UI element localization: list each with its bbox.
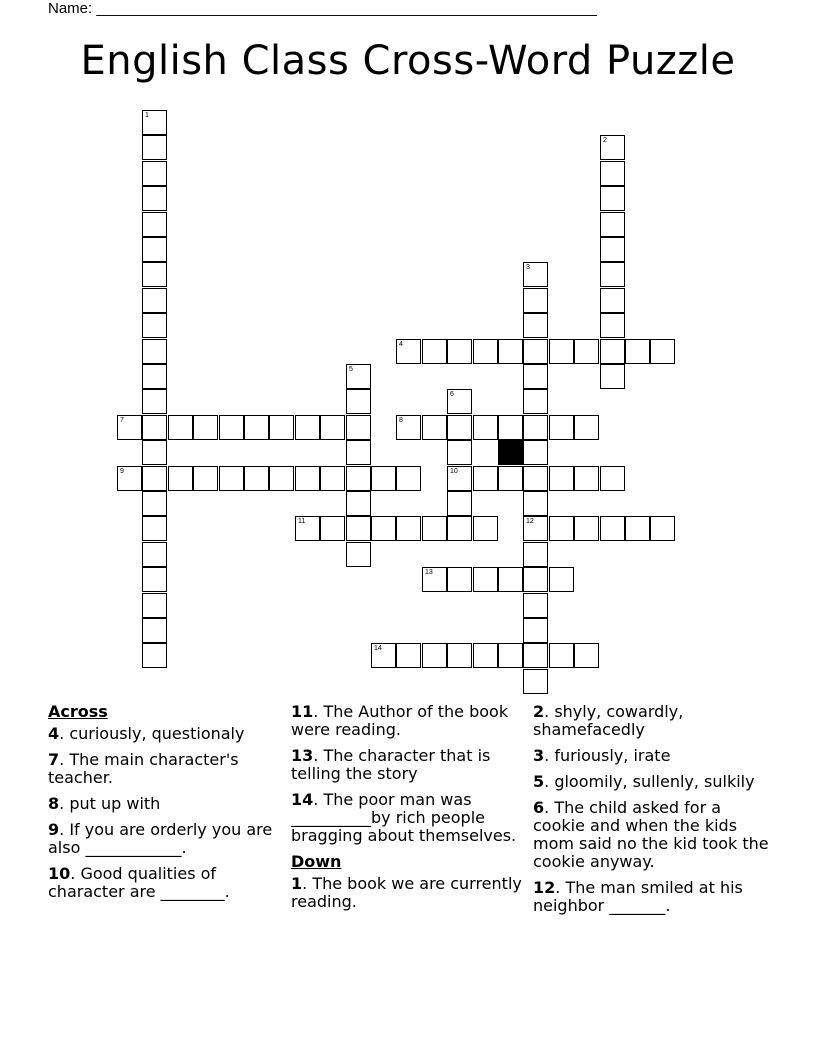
grid-cell[interactable] (447, 440, 472, 465)
grid-cell[interactable] (346, 491, 371, 516)
grid-cell[interactable] (600, 186, 625, 211)
clue-text: furiously, irate (554, 746, 671, 765)
grid-cell[interactable] (346, 415, 371, 440)
grid-cell[interactable] (600, 339, 625, 364)
grid-cell[interactable] (422, 339, 447, 364)
clues-column-1 (48, 703, 283, 909)
grid-cell[interactable] (447, 415, 472, 440)
grid-cell[interactable] (447, 466, 472, 491)
clue-text: The man smiled at his neighbor _______. (533, 878, 743, 915)
clue-text: The main character's teacher. (48, 750, 239, 787)
clue-number: 14 (291, 790, 314, 809)
grid-cell[interactable] (295, 466, 320, 491)
grid-cell[interactable] (371, 466, 396, 491)
grid-cell[interactable] (117, 415, 142, 440)
grid-cell[interactable] (396, 339, 421, 364)
grid-cell[interactable] (549, 339, 574, 364)
clue-down-6: 6. The child asked for a cookie and when the kids mom said no the kid took the cookie anyway. (533, 798, 769, 871)
grid-cell[interactable] (473, 466, 498, 491)
grid-cell[interactable] (523, 669, 548, 694)
grid-cell[interactable] (219, 466, 244, 491)
grid-cell[interactable] (142, 491, 167, 516)
grid-cell[interactable] (574, 415, 599, 440)
clue-number: 3 (533, 746, 545, 765)
grid-cell[interactable] (320, 415, 345, 440)
grid-cell[interactable] (142, 212, 167, 237)
clue-number: 11 (291, 702, 314, 721)
name-field[interactable]: Name: ____________________________________________________________ (48, 0, 597, 17)
grid-cell[interactable] (523, 491, 548, 516)
grid-cell[interactable] (523, 618, 548, 643)
across-heading: Across (48, 702, 108, 721)
down-heading: Down (291, 852, 342, 871)
grid-cell[interactable] (447, 567, 472, 592)
grid-cell[interactable] (650, 339, 675, 364)
grid-black-cell (498, 440, 523, 465)
clue-across-13: 13. The character that is telling the story (291, 746, 491, 783)
grid-cell-number: 2 (603, 137, 607, 144)
grid-cell[interactable] (142, 262, 167, 287)
grid-cell-number: 12 (526, 518, 534, 525)
grid-cell[interactable] (574, 339, 599, 364)
grid-cell-number: 14 (374, 645, 382, 652)
clues-column-3 (533, 703, 773, 923)
grid-cell[interactable] (473, 643, 498, 668)
clue-across-10: 10. Good qualities of character are ________. (48, 864, 230, 901)
grid-cell[interactable] (600, 364, 625, 389)
clue-text: The child asked for a cookie and when the kids mom said no the kid took the cookie anyway. (533, 798, 769, 871)
grid-cell[interactable] (422, 567, 447, 592)
grid-cell[interactable] (117, 466, 142, 491)
grid-cell[interactable] (523, 339, 548, 364)
grid-cell[interactable] (346, 389, 371, 414)
grid-cell[interactable] (523, 364, 548, 389)
grid-cell[interactable] (193, 415, 218, 440)
grid-cell[interactable] (168, 466, 193, 491)
clue-down-1: 1. The book we are currently reading. (291, 874, 522, 911)
grid-cell[interactable] (244, 415, 269, 440)
clue-number: 6 (533, 798, 545, 817)
grid-cell[interactable] (574, 466, 599, 491)
grid-cell[interactable] (447, 491, 472, 516)
grid-cell[interactable] (498, 466, 523, 491)
grid-cell[interactable] (523, 313, 548, 338)
grid-cell[interactable] (142, 313, 167, 338)
clue-number: 1 (291, 874, 303, 893)
grid-cell[interactable] (396, 415, 421, 440)
grid-cell[interactable] (498, 339, 523, 364)
grid-cell[interactable] (142, 593, 167, 618)
grid-cell[interactable] (600, 237, 625, 262)
grid-cell[interactable] (142, 516, 167, 541)
grid-cell[interactable] (498, 567, 523, 592)
grid-cell-number: 13 (425, 569, 433, 576)
clue-down-5: 5. gloomily, sullenly, sulkily (533, 772, 755, 791)
grid-cell-number: 4 (399, 341, 403, 348)
grid-cell[interactable] (422, 415, 447, 440)
grid-cell-number: 7 (120, 417, 124, 424)
grid-cell-number: 8 (399, 417, 403, 424)
grid-cell[interactable] (142, 364, 167, 389)
grid-cell-number: 5 (349, 366, 353, 373)
clue-text: If you are orderly you are also ____________. (48, 820, 273, 857)
grid-cell[interactable] (142, 618, 167, 643)
grid-cell[interactable] (142, 643, 167, 668)
clue-across-9: 9. If you are orderly you are also ____________. (48, 820, 273, 857)
grid-cell[interactable] (396, 516, 421, 541)
grid-cell[interactable] (473, 516, 498, 541)
clue-text: The poor man was __________by rich people bragging about themselves. (291, 790, 517, 845)
grid-cell[interactable] (244, 466, 269, 491)
grid-cell[interactable] (447, 516, 472, 541)
grid-cell[interactable] (549, 415, 574, 440)
grid-cell[interactable] (142, 567, 167, 592)
grid-cell[interactable] (295, 516, 320, 541)
grid-cell-number: 9 (120, 468, 124, 475)
clue-text: put up with (69, 794, 161, 813)
clue-number: 12 (533, 878, 556, 897)
clue-text: shyly, cowardly, shamefacedly (533, 702, 684, 739)
grid-cell-number: 1 (145, 112, 149, 119)
grid-cell[interactable] (422, 643, 447, 668)
grid-cell[interactable] (600, 161, 625, 186)
grid-cell[interactable] (600, 262, 625, 287)
grid-cell[interactable] (371, 516, 396, 541)
grid-cell[interactable] (600, 466, 625, 491)
grid-cell-number: 11 (298, 518, 306, 525)
grid-cell[interactable] (473, 567, 498, 592)
clue-number: 7 (48, 750, 60, 769)
clue-text: The Author of the book were reading. (291, 702, 509, 739)
grid-cell[interactable] (523, 288, 548, 313)
grid-cell[interactable] (142, 415, 167, 440)
grid-cell[interactable] (346, 542, 371, 567)
grid-cell[interactable] (168, 415, 193, 440)
grid-cell[interactable] (142, 110, 167, 135)
grid-cell[interactable] (574, 516, 599, 541)
grid-cell[interactable] (142, 339, 167, 364)
grid-cell[interactable] (600, 288, 625, 313)
grid-cell[interactable] (142, 237, 167, 262)
grid-cell[interactable] (523, 466, 548, 491)
grid-cell[interactable] (473, 415, 498, 440)
clue-across-7: 7. The main character's teacher. (48, 750, 239, 787)
grid-cell[interactable] (625, 516, 650, 541)
grid-cell[interactable] (219, 415, 244, 440)
grid-cell[interactable] (142, 466, 167, 491)
grid-cell[interactable] (142, 186, 167, 211)
grid-cell[interactable] (600, 135, 625, 160)
clue-number: 2 (533, 702, 545, 721)
grid-cell[interactable] (346, 516, 371, 541)
grid-cell[interactable] (549, 516, 574, 541)
clue-across-8: 8. put up with (48, 794, 161, 813)
clue-number: 10 (48, 864, 71, 883)
clue-text: The character that is telling the story (291, 746, 491, 783)
grid-cell[interactable] (269, 415, 294, 440)
grid-cell[interactable] (600, 516, 625, 541)
clue-across-4: 4. curiously, questionaly (48, 724, 245, 743)
grid-cell-number: 6 (450, 391, 454, 398)
grid-cell[interactable] (269, 466, 294, 491)
grid-cell-number: 3 (526, 264, 530, 271)
clue-down-2: 2. shyly, cowardly, shamefacedly (533, 702, 684, 739)
clue-down-3: 3. furiously, irate (533, 746, 671, 765)
grid-cell[interactable] (498, 415, 523, 440)
grid-cell-number: 10 (450, 468, 458, 475)
grid-cell[interactable] (523, 643, 548, 668)
grid-cell[interactable] (447, 389, 472, 414)
grid-cell[interactable] (523, 593, 548, 618)
grid-cell[interactable] (193, 466, 218, 491)
grid-cell[interactable] (142, 389, 167, 414)
grid-cell[interactable] (549, 567, 574, 592)
grid-cell[interactable] (346, 440, 371, 465)
grid-cell[interactable] (523, 389, 548, 414)
clue-number: 4 (48, 724, 60, 743)
grid-cell[interactable] (346, 466, 371, 491)
clues-column-2 (291, 703, 526, 919)
grid-cell[interactable] (422, 516, 447, 541)
grid-cell[interactable] (523, 542, 548, 567)
clue-down-12: 12. The man smiled at his neighbor _______. (533, 878, 743, 915)
grid-cell[interactable] (549, 466, 574, 491)
grid-cell[interactable] (600, 212, 625, 237)
grid-cell[interactable] (142, 542, 167, 567)
grid-cell[interactable] (371, 643, 396, 668)
grid-cell[interactable] (473, 339, 498, 364)
clue-number: 13 (291, 746, 314, 765)
clue-number: 9 (48, 820, 60, 839)
clue-number: 5 (533, 772, 545, 791)
grid-cell[interactable] (523, 567, 548, 592)
clue-text: gloomily, sullenly, sulkily (554, 772, 755, 791)
clue-across-11: 11. The Author of the book were reading. (291, 702, 509, 739)
grid-cell[interactable] (142, 161, 167, 186)
clue-text: The book we are currently reading. (291, 874, 522, 911)
grid-cell[interactable] (523, 262, 548, 287)
page-title: English Class Cross-Word Puzzle (80, 38, 736, 84)
grid-cell[interactable] (447, 339, 472, 364)
grid-cell[interactable] (498, 643, 523, 668)
grid-cell[interactable] (396, 643, 421, 668)
grid-cell[interactable] (142, 135, 167, 160)
grid-cell[interactable] (320, 466, 345, 491)
grid-cell[interactable] (447, 643, 472, 668)
grid-cell[interactable] (396, 466, 421, 491)
grid-cell[interactable] (142, 288, 167, 313)
clue-across-14: 14. The poor man was __________by rich people bragging about themselves. (291, 790, 517, 845)
grid-cell[interactable] (650, 516, 675, 541)
grid-cell[interactable] (142, 440, 167, 465)
grid-cell[interactable] (523, 516, 548, 541)
grid-cell[interactable] (346, 364, 371, 389)
grid-cell[interactable] (625, 339, 650, 364)
clue-text: curiously, questionaly (69, 724, 245, 743)
grid-cell[interactable] (600, 313, 625, 338)
grid-cell[interactable] (295, 415, 320, 440)
clue-text: Good qualities of character are ________. (48, 864, 230, 901)
grid-cell[interactable] (523, 415, 548, 440)
clue-number: 8 (48, 794, 60, 813)
grid-cell[interactable] (523, 440, 548, 465)
grid-cell[interactable] (320, 516, 345, 541)
grid-cell[interactable] (549, 643, 574, 668)
grid-cell[interactable] (574, 643, 599, 668)
